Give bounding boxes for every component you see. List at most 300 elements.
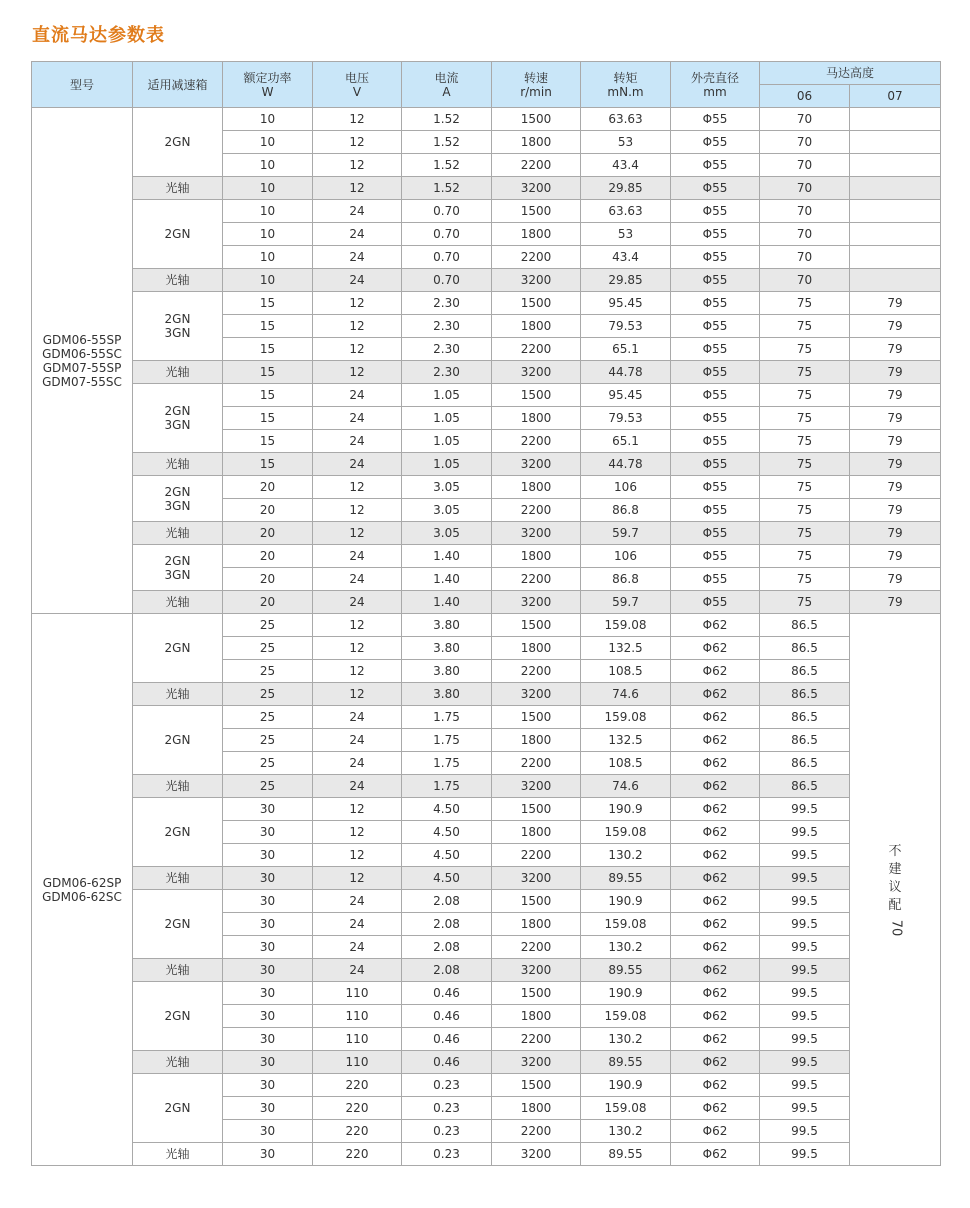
speed-cell: 1500 — [492, 1074, 581, 1097]
torque-cell: 95.45 — [581, 384, 671, 407]
power-cell: 20 — [223, 522, 313, 545]
height-07-cell: 79 — [850, 407, 941, 430]
power-cell: 25 — [223, 637, 313, 660]
diameter-cell: Φ62 — [671, 844, 760, 867]
power-cell: 30 — [223, 1097, 313, 1120]
voltage-cell: 24 — [313, 775, 402, 798]
torque-cell: 190.9 — [581, 890, 671, 913]
height-07-cell — [850, 154, 941, 177]
voltage-cell: 24 — [313, 568, 402, 591]
voltage-cell: 12 — [313, 499, 402, 522]
current-cell: 4.50 — [402, 867, 492, 890]
torque-cell: 43.4 — [581, 154, 671, 177]
current-cell: 0.23 — [402, 1143, 492, 1166]
torque-cell: 106 — [581, 476, 671, 499]
height-07-cell — [850, 131, 941, 154]
diameter-cell: Φ62 — [671, 752, 760, 775]
torque-cell: 89.55 — [581, 1143, 671, 1166]
speed-cell: 3200 — [492, 269, 581, 292]
voltage-cell: 110 — [313, 1005, 402, 1028]
height-07-cell: 79 — [850, 568, 941, 591]
current-cell: 3.80 — [402, 660, 492, 683]
speed-cell: 2200 — [492, 660, 581, 683]
table-body — [32, 108, 941, 1166]
speed-cell: 1800 — [492, 1097, 581, 1120]
torque-cell: 63.63 — [581, 108, 671, 131]
note-char: 不 — [888, 843, 902, 859]
voltage-cell: 24 — [313, 246, 402, 269]
height-06-cell: 99.5 — [760, 1143, 850, 1166]
torque-cell: 65.1 — [581, 430, 671, 453]
voltage-cell: 12 — [313, 338, 402, 361]
torque-cell: 132.5 — [581, 637, 671, 660]
height-06-cell: 75 — [760, 499, 850, 522]
header-gearbox: 适用减速箱 — [133, 62, 223, 108]
speed-cell: 2200 — [492, 568, 581, 591]
height-06-cell: 75 — [760, 292, 850, 315]
voltage-cell: 12 — [313, 154, 402, 177]
speed-cell: 1500 — [492, 200, 581, 223]
height-06-cell: 70 — [760, 200, 850, 223]
height-06-cell: 75 — [760, 430, 850, 453]
table-row — [32, 476, 941, 499]
voltage-cell: 24 — [313, 407, 402, 430]
height-06-cell: 86.5 — [760, 683, 850, 706]
current-cell: 0.23 — [402, 1097, 492, 1120]
current-cell: 2.30 — [402, 292, 492, 315]
height-06-cell: 75 — [760, 338, 850, 361]
speed-cell: 2200 — [492, 1120, 581, 1143]
torque-cell: 29.85 — [581, 269, 671, 292]
speed-cell: 3200 — [492, 959, 581, 982]
torque-cell: 159.08 — [581, 913, 671, 936]
current-cell: 3.80 — [402, 637, 492, 660]
diameter-cell: Φ62 — [671, 683, 760, 706]
power-cell: 25 — [223, 752, 313, 775]
current-cell: 1.05 — [402, 384, 492, 407]
diameter-cell: Φ55 — [671, 476, 760, 499]
current-cell: 0.70 — [402, 223, 492, 246]
power-cell: 10 — [223, 154, 313, 177]
torque-cell: 130.2 — [581, 1028, 671, 1051]
power-cell: 20 — [223, 476, 313, 499]
current-cell: 3.05 — [402, 499, 492, 522]
torque-cell: 65.1 — [581, 338, 671, 361]
header-power: 额定功率 W — [223, 62, 313, 108]
table-row — [32, 982, 941, 1005]
current-cell: 2.08 — [402, 959, 492, 982]
gearbox-cell: 光轴 — [133, 775, 223, 798]
voltage-cell: 12 — [313, 131, 402, 154]
speed-cell: 2200 — [492, 844, 581, 867]
height-07-cell — [850, 200, 941, 223]
header-model: 型号 — [32, 62, 133, 108]
height-06-cell: 99.5 — [760, 1005, 850, 1028]
diameter-cell: Φ62 — [671, 1074, 760, 1097]
power-cell: 25 — [223, 729, 313, 752]
power-cell: 30 — [223, 890, 313, 913]
diameter-cell: Φ55 — [671, 223, 760, 246]
power-cell: 15 — [223, 315, 313, 338]
diameter-cell: Φ55 — [671, 315, 760, 338]
torque-cell: 89.55 — [581, 959, 671, 982]
diameter-cell: Φ55 — [671, 568, 760, 591]
current-cell: 1.40 — [402, 568, 492, 591]
table-row — [32, 177, 941, 200]
speed-cell: 1800 — [492, 545, 581, 568]
diameter-cell: Φ55 — [671, 177, 760, 200]
power-cell: 10 — [223, 200, 313, 223]
current-cell: 1.05 — [402, 430, 492, 453]
power-cell: 10 — [223, 246, 313, 269]
diameter-cell: Φ55 — [671, 591, 760, 614]
power-cell: 15 — [223, 361, 313, 384]
model-cell: GDM06-62SP GDM06-62SC — [32, 614, 133, 1166]
height-06-cell: 75 — [760, 591, 850, 614]
torque-cell: 44.78 — [581, 453, 671, 476]
gearbox-cell: 光轴 — [133, 177, 223, 200]
height-07-cell: 79 — [850, 591, 941, 614]
table-row — [32, 591, 941, 614]
table-row — [32, 545, 941, 568]
current-cell: 0.46 — [402, 1051, 492, 1074]
diameter-cell: Φ55 — [671, 200, 760, 223]
table-row — [32, 890, 941, 913]
speed-cell: 3200 — [492, 683, 581, 706]
speed-cell: 2200 — [492, 246, 581, 269]
table-row — [32, 1143, 941, 1166]
current-cell: 4.50 — [402, 821, 492, 844]
power-cell: 30 — [223, 1074, 313, 1097]
height-06-cell: 75 — [760, 453, 850, 476]
power-cell: 30 — [223, 867, 313, 890]
height-07-cell: 79 — [850, 384, 941, 407]
voltage-cell: 12 — [313, 315, 402, 338]
height-06-cell: 99.5 — [760, 1097, 850, 1120]
gearbox-cell: 光轴 — [133, 1143, 223, 1166]
torque-cell: 89.55 — [581, 867, 671, 890]
voltage-cell: 110 — [313, 1028, 402, 1051]
diameter-cell: Φ62 — [671, 867, 760, 890]
table-row — [32, 798, 941, 821]
voltage-cell: 24 — [313, 269, 402, 292]
note-char: 建 — [888, 861, 902, 877]
current-cell: 0.70 — [402, 246, 492, 269]
power-cell: 15 — [223, 430, 313, 453]
voltage-cell: 24 — [313, 430, 402, 453]
power-cell: 30 — [223, 1051, 313, 1074]
note-char: 70 — [888, 919, 904, 936]
height-06-cell: 99.5 — [760, 1120, 850, 1143]
diameter-cell: Φ55 — [671, 361, 760, 384]
diameter-cell: Φ62 — [671, 1005, 760, 1028]
voltage-cell: 220 — [313, 1074, 402, 1097]
voltage-cell: 24 — [313, 453, 402, 476]
header-height-06: 06 — [760, 85, 850, 108]
height-07-cell: 79 — [850, 499, 941, 522]
gearbox-cell: 2GN 3GN — [133, 384, 223, 453]
current-cell: 2.30 — [402, 315, 492, 338]
torque-cell: 53 — [581, 131, 671, 154]
gearbox-cell: 2GN — [133, 614, 223, 683]
diameter-cell: Φ55 — [671, 453, 760, 476]
speed-cell: 3200 — [492, 453, 581, 476]
speed-cell: 1500 — [492, 982, 581, 1005]
voltage-cell: 24 — [313, 591, 402, 614]
height-06-cell: 75 — [760, 407, 850, 430]
current-cell: 0.46 — [402, 1005, 492, 1028]
voltage-cell: 24 — [313, 936, 402, 959]
torque-cell: 43.4 — [581, 246, 671, 269]
height-06-cell: 99.5 — [760, 821, 850, 844]
current-cell: 0.70 — [402, 269, 492, 292]
power-cell: 30 — [223, 821, 313, 844]
speed-cell: 1500 — [492, 890, 581, 913]
current-cell: 0.23 — [402, 1074, 492, 1097]
page-title: 直流马达参数表 — [32, 25, 165, 46]
header-height-07: 07 — [850, 85, 941, 108]
torque-cell: 29.85 — [581, 177, 671, 200]
torque-cell: 159.08 — [581, 1005, 671, 1028]
power-cell: 25 — [223, 683, 313, 706]
diameter-cell: Φ55 — [671, 499, 760, 522]
gearbox-cell: 光轴 — [133, 453, 223, 476]
voltage-cell: 12 — [313, 361, 402, 384]
torque-cell: 74.6 — [581, 775, 671, 798]
header-current: 电流 A — [402, 62, 492, 108]
diameter-cell: Φ62 — [671, 729, 760, 752]
voltage-cell: 24 — [313, 223, 402, 246]
voltage-cell: 24 — [313, 729, 402, 752]
speed-cell: 3200 — [492, 522, 581, 545]
table-row — [32, 384, 941, 407]
height-07-cell: 79 — [850, 338, 941, 361]
speed-cell: 1500 — [492, 292, 581, 315]
voltage-cell: 12 — [313, 683, 402, 706]
diameter-cell: Φ62 — [671, 706, 760, 729]
power-cell: 15 — [223, 453, 313, 476]
height-07-cell: 79 — [850, 545, 941, 568]
power-cell: 30 — [223, 1120, 313, 1143]
table-row — [32, 959, 941, 982]
voltage-cell: 12 — [313, 177, 402, 200]
header-voltage: 电压 V — [313, 62, 402, 108]
diameter-cell: Φ55 — [671, 545, 760, 568]
speed-cell: 1800 — [492, 913, 581, 936]
voltage-cell: 12 — [313, 292, 402, 315]
height-06-cell: 70 — [760, 177, 850, 200]
power-cell: 20 — [223, 591, 313, 614]
voltage-cell: 24 — [313, 384, 402, 407]
torque-cell: 190.9 — [581, 1074, 671, 1097]
torque-cell: 59.7 — [581, 591, 671, 614]
speed-cell: 1800 — [492, 1005, 581, 1028]
voltage-cell: 12 — [313, 108, 402, 131]
height-06-cell: 75 — [760, 522, 850, 545]
table-row — [32, 683, 941, 706]
current-cell: 2.30 — [402, 338, 492, 361]
height-06-cell: 70 — [760, 223, 850, 246]
height-06-cell: 75 — [760, 315, 850, 338]
height-06-cell: 99.5 — [760, 1051, 850, 1074]
voltage-cell: 220 — [313, 1120, 402, 1143]
current-cell: 4.50 — [402, 844, 492, 867]
height-06-cell: 70 — [760, 131, 850, 154]
speed-cell: 3200 — [492, 177, 581, 200]
current-cell: 3.80 — [402, 683, 492, 706]
table-row — [32, 453, 941, 476]
torque-cell: 190.9 — [581, 982, 671, 1005]
current-cell: 1.40 — [402, 545, 492, 568]
height-06-cell: 99.5 — [760, 982, 850, 1005]
torque-cell: 106 — [581, 545, 671, 568]
height-07-cell: 79 — [850, 453, 941, 476]
current-cell: 2.08 — [402, 890, 492, 913]
power-cell: 30 — [223, 1005, 313, 1028]
current-cell: 0.23 — [402, 1120, 492, 1143]
speed-cell: 3200 — [492, 867, 581, 890]
torque-cell: 159.08 — [581, 1097, 671, 1120]
height-07-note-cell — [850, 614, 941, 1166]
power-cell: 10 — [223, 269, 313, 292]
height-07-cell: 79 — [850, 292, 941, 315]
torque-cell: 44.78 — [581, 361, 671, 384]
diameter-cell: Φ62 — [671, 798, 760, 821]
power-cell: 30 — [223, 844, 313, 867]
diameter-cell: Φ55 — [671, 131, 760, 154]
gearbox-cell: 光轴 — [133, 1051, 223, 1074]
current-cell: 2.08 — [402, 936, 492, 959]
diameter-cell: Φ55 — [671, 269, 760, 292]
diameter-cell: Φ62 — [671, 821, 760, 844]
height-06-cell: 86.5 — [760, 637, 850, 660]
current-cell: 4.50 — [402, 798, 492, 821]
torque-cell: 86.8 — [581, 499, 671, 522]
gearbox-cell: 光轴 — [133, 591, 223, 614]
torque-cell: 63.63 — [581, 200, 671, 223]
diameter-cell: Φ62 — [671, 637, 760, 660]
power-cell: 25 — [223, 775, 313, 798]
gearbox-cell: 2GN — [133, 798, 223, 867]
speed-cell: 2200 — [492, 154, 581, 177]
torque-cell: 89.55 — [581, 1051, 671, 1074]
power-cell: 20 — [223, 568, 313, 591]
current-cell: 1.05 — [402, 453, 492, 476]
diameter-cell: Φ62 — [671, 890, 760, 913]
diameter-cell: Φ62 — [671, 1051, 760, 1074]
diameter-cell: Φ62 — [671, 1120, 760, 1143]
speed-cell: 2200 — [492, 430, 581, 453]
torque-cell: 130.2 — [581, 844, 671, 867]
not-recommended-note — [887, 843, 904, 937]
diameter-cell: Φ62 — [671, 913, 760, 936]
gearbox-cell: 光轴 — [133, 522, 223, 545]
current-cell: 2.30 — [402, 361, 492, 384]
height-06-cell: 99.5 — [760, 1074, 850, 1097]
speed-cell: 2200 — [492, 1028, 581, 1051]
voltage-cell: 12 — [313, 476, 402, 499]
current-cell: 1.52 — [402, 177, 492, 200]
torque-cell: 159.08 — [581, 821, 671, 844]
current-cell: 0.70 — [402, 200, 492, 223]
current-cell: 0.46 — [402, 982, 492, 1005]
torque-cell: 79.53 — [581, 407, 671, 430]
table-row — [32, 706, 941, 729]
speed-cell: 1800 — [492, 476, 581, 499]
gearbox-cell: 2GN — [133, 890, 223, 959]
speed-cell: 1800 — [492, 637, 581, 660]
diameter-cell: Φ62 — [671, 1143, 760, 1166]
diameter-cell: Φ62 — [671, 1097, 760, 1120]
torque-cell: 108.5 — [581, 752, 671, 775]
speed-cell: 1800 — [492, 729, 581, 752]
height-06-cell: 99.5 — [760, 798, 850, 821]
current-cell: 1.75 — [402, 775, 492, 798]
height-06-cell: 75 — [760, 384, 850, 407]
height-07-cell — [850, 108, 941, 131]
header-diameter: 外壳直径 mm — [671, 62, 760, 108]
current-cell: 3.80 — [402, 614, 492, 637]
current-cell: 1.40 — [402, 591, 492, 614]
height-06-cell: 86.5 — [760, 729, 850, 752]
power-cell: 10 — [223, 108, 313, 131]
current-cell: 3.05 — [402, 522, 492, 545]
diameter-cell: Φ55 — [671, 292, 760, 315]
height-07-cell — [850, 223, 941, 246]
current-cell: 1.52 — [402, 154, 492, 177]
gearbox-cell: 2GN — [133, 982, 223, 1051]
diameter-cell: Φ55 — [671, 384, 760, 407]
note-char: 配 — [888, 897, 902, 913]
voltage-cell: 12 — [313, 614, 402, 637]
gearbox-cell: 光轴 — [133, 867, 223, 890]
table-row — [32, 614, 941, 637]
current-cell: 1.75 — [402, 706, 492, 729]
gearbox-cell: 2GN — [133, 1074, 223, 1143]
table-row — [32, 1051, 941, 1074]
speed-cell: 3200 — [492, 1051, 581, 1074]
height-06-cell: 99.5 — [760, 844, 850, 867]
height-06-cell: 99.5 — [760, 936, 850, 959]
power-cell: 10 — [223, 177, 313, 200]
power-cell: 25 — [223, 614, 313, 637]
gearbox-cell: 2GN 3GN — [133, 545, 223, 591]
voltage-cell: 12 — [313, 821, 402, 844]
current-cell: 1.52 — [402, 108, 492, 131]
diameter-cell: Φ55 — [671, 246, 760, 269]
height-06-cell: 86.5 — [760, 752, 850, 775]
gearbox-cell: 2GN 3GN — [133, 292, 223, 361]
height-06-cell: 99.5 — [760, 913, 850, 936]
torque-cell: 130.2 — [581, 1120, 671, 1143]
voltage-cell: 110 — [313, 1051, 402, 1074]
power-cell: 20 — [223, 499, 313, 522]
speed-cell: 1800 — [492, 821, 581, 844]
note-char: 议 — [888, 879, 902, 895]
voltage-cell: 24 — [313, 200, 402, 223]
speed-cell: 3200 — [492, 591, 581, 614]
power-cell: 30 — [223, 1143, 313, 1166]
torque-cell: 190.9 — [581, 798, 671, 821]
table-header — [32, 62, 941, 108]
power-cell: 30 — [223, 913, 313, 936]
height-06-cell: 99.5 — [760, 867, 850, 890]
power-cell: 10 — [223, 223, 313, 246]
diameter-cell: Φ62 — [671, 936, 760, 959]
diameter-cell: Φ55 — [671, 430, 760, 453]
current-cell: 1.52 — [402, 131, 492, 154]
power-cell: 15 — [223, 384, 313, 407]
